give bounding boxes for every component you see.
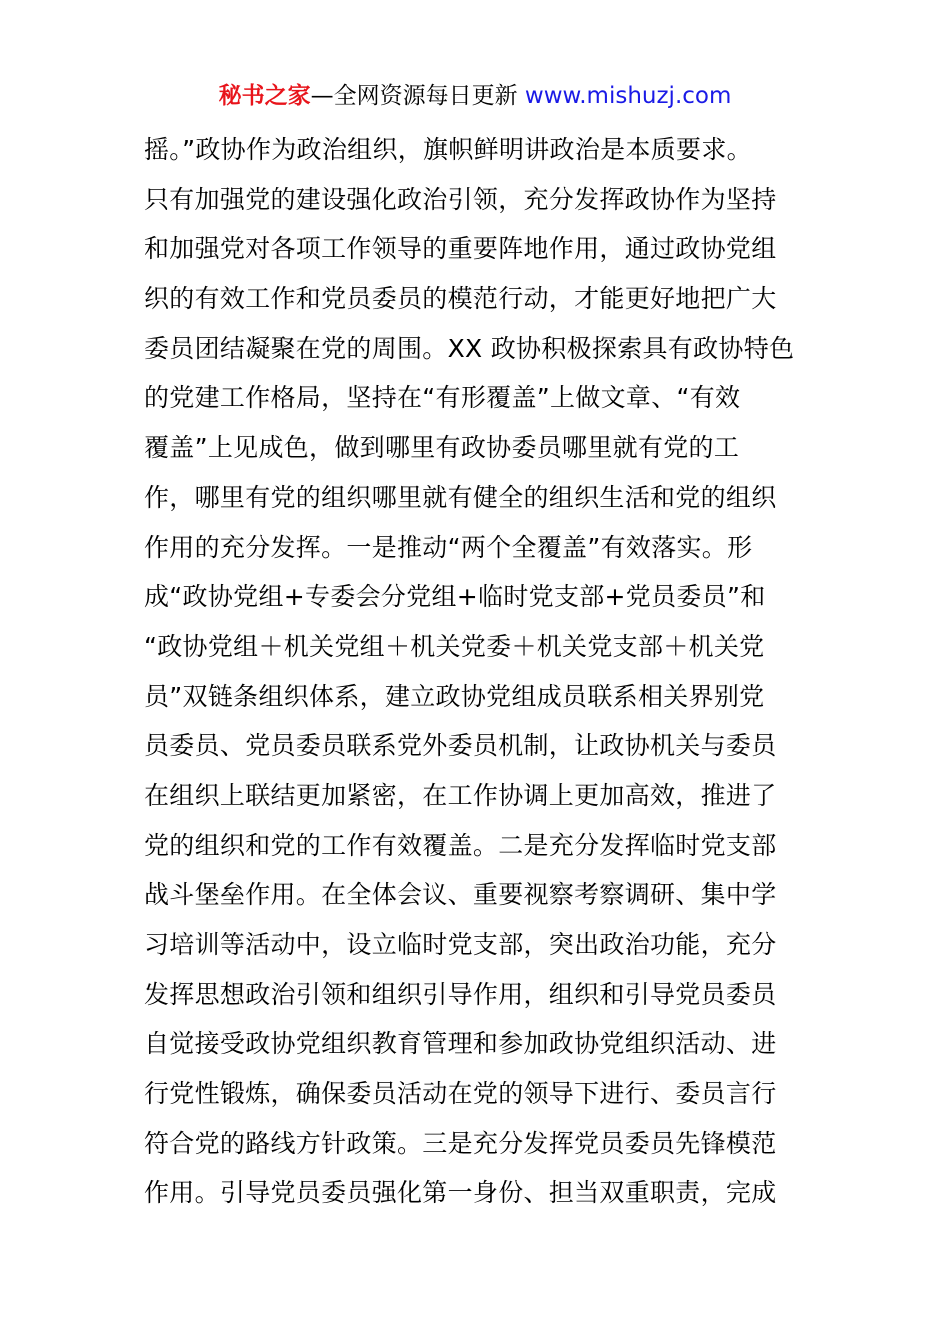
text-line: 和加强党对各项工作领导的重要阵地作用，通过政协党组 bbox=[144, 234, 777, 264]
text-line: 作，哪里有党的组织哪里就有健全的组织生活和党的组织 bbox=[144, 482, 777, 512]
text-line: 符合党的路线方针政策。三是充分发挥党员委员先锋模范 bbox=[144, 1128, 777, 1158]
text-line: 作用的充分发挥。一是推动“两个全覆盖”有效落实。形 bbox=[144, 532, 753, 562]
text-line: 自觉接受政协党组织教育管理和参加政协党组织活动、进 bbox=[144, 1029, 777, 1059]
text-line: 织的有效工作和党员委员的模范行动，才能更好地把广大 bbox=[144, 284, 777, 314]
text-line: 员”双链条组织体系，建立政协党组成员联系相关界别党 bbox=[144, 681, 765, 711]
brand-name: 秘书之家 bbox=[218, 83, 311, 109]
site-header bbox=[0, 80, 950, 112]
text-line: 在组织上联结更加紧密，在工作协调上更加高效，推进了 bbox=[144, 780, 777, 810]
text-line: 只有加强党的建设强化政治引领，充分发挥政协作为坚持 bbox=[144, 184, 777, 214]
text-line: 行党性锻炼，确保委员活动在党的领导下进行、委员言行 bbox=[144, 1079, 777, 1109]
text-line: 战斗堡垒作用。在全体会议、重要视察考察调研、集中学 bbox=[144, 880, 777, 910]
site-url-link[interactable]: www.mishuzj.com bbox=[524, 83, 732, 109]
text-line: 发挥思想政治引领和组织引导作用，组织和引导党员委员 bbox=[144, 979, 777, 1009]
document-body bbox=[144, 125, 808, 1218]
text-line: 成“政协党组+专委会分党组+临时党支部+党员委员”和 bbox=[144, 582, 766, 612]
header-tagline: —全网资源每日更新 bbox=[310, 83, 518, 109]
text-line: 委员团结凝聚在党的周围。XX 政协积极探索具有政协特色 bbox=[144, 333, 795, 363]
text-line: 作用。引导党员委员强化第一身份、担当双重职责，完成 bbox=[144, 1178, 777, 1208]
text-line: “政协党组＋机关党组＋机关党委＋机关党支部＋机关党 bbox=[144, 631, 765, 661]
text-line: 员委员、党员委员联系党外委员机制，让政协机关与委员 bbox=[144, 731, 777, 761]
text-line: 覆盖”上见成色，做到哪里有政协委员哪里就有党的工 bbox=[144, 433, 740, 463]
text-line: 习培训等活动中，设立临时党支部，突出政治功能，充分 bbox=[144, 930, 777, 959]
text-line: 的党建工作格局，坚持在“有形覆盖”上做文章、“有效 bbox=[144, 383, 741, 413]
text-line: 摇。”政协作为政治组织，旗帜鲜明讲政治是本质要求。 bbox=[144, 135, 752, 164]
text-line: 党的组织和党的工作有效覆盖。二是充分发挥临时党支部 bbox=[144, 830, 777, 860]
